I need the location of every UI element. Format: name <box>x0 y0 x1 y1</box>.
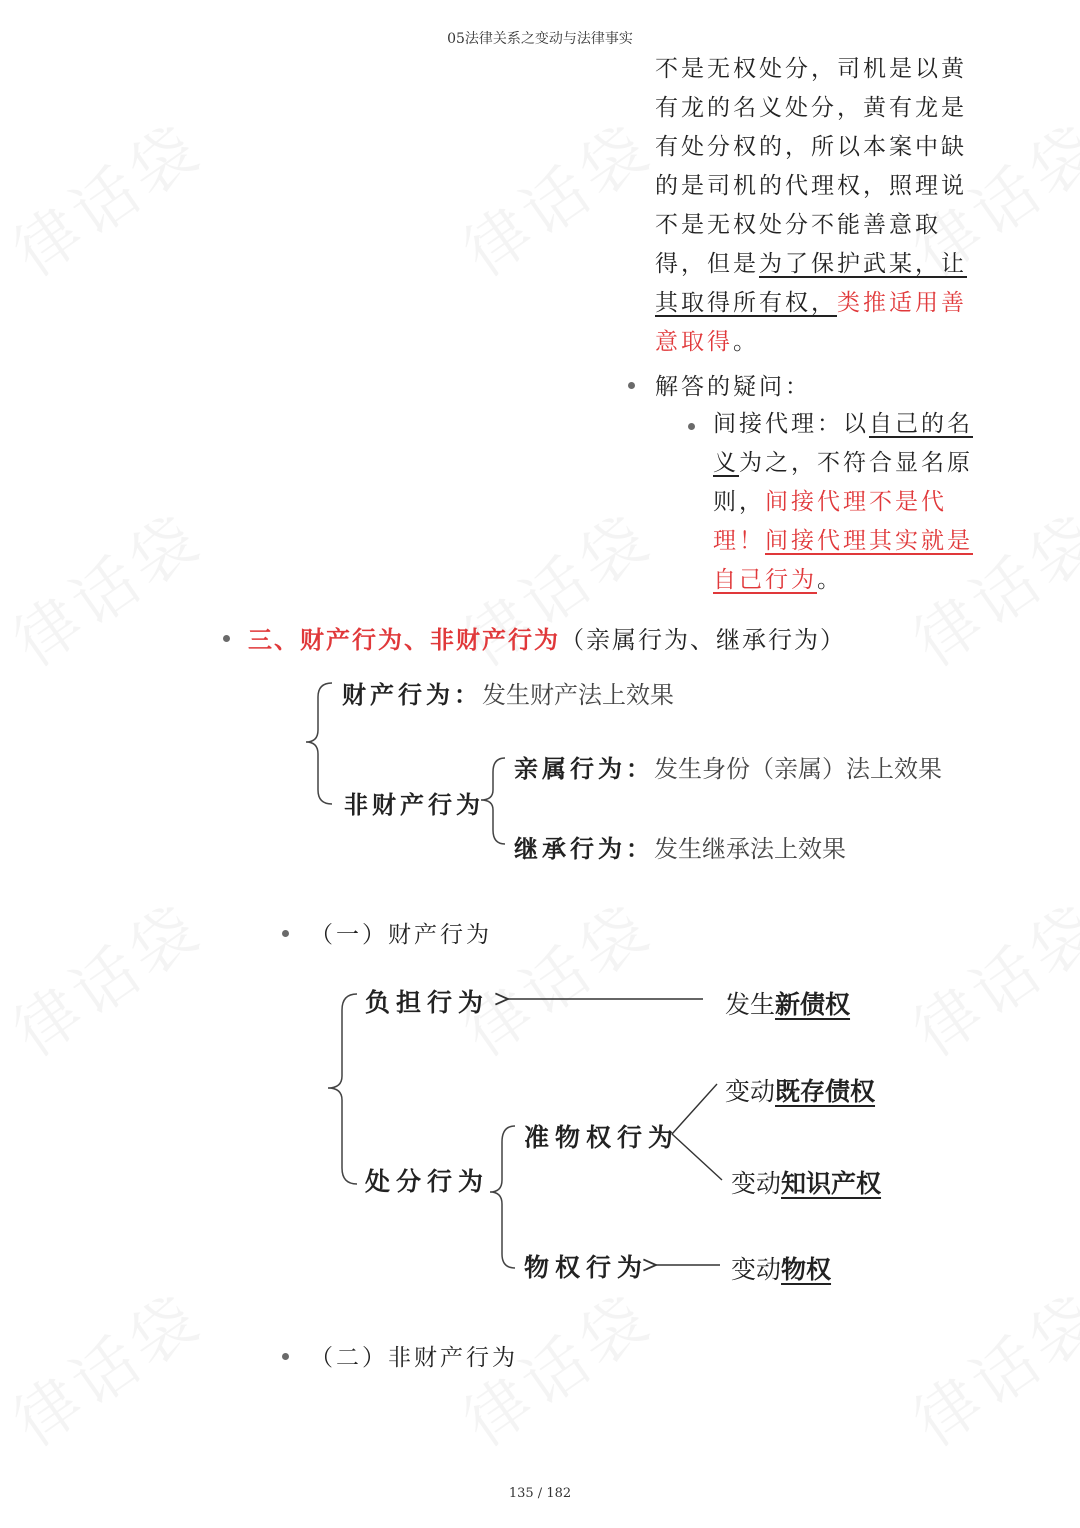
text-line: 不是无权处分，司机是以黄 <box>655 56 967 82</box>
text-line: 不是无权处分不能善意取 <box>655 212 941 238</box>
text-line: 的是司机的代理权，照理说 <box>655 173 967 199</box>
burden-act-label: 负担行为 <box>365 988 490 1017</box>
kin-act-row: 亲属行为：发生身份（亲属）法上效果 <box>514 755 942 783</box>
text-line: 义为之，不符合显名原 <box>713 450 973 476</box>
text-line: 间接代理：以自己的名 <box>713 411 973 437</box>
text-line: 有处分权的，所以本案中缺 <box>655 134 967 160</box>
text-line: 理！间接代理其实就是 <box>713 528 973 554</box>
real-effect: 变动物权 <box>731 1255 832 1284</box>
burden-effect: 发生新债权 <box>725 990 851 1019</box>
section-heading: 三、财产行为、非财产行为（亲属行为、继承行为） <box>248 625 846 654</box>
quasi-real-act-label: 准物权行为 <box>524 1123 680 1152</box>
text-line: 意取得。 <box>655 329 759 355</box>
text-line: 自己行为。 <box>713 567 843 593</box>
bullet-icon <box>282 930 289 937</box>
bullet-icon <box>282 1353 289 1360</box>
text-line: 则，间接代理不是代 <box>713 489 947 515</box>
disposal-act-label: 处分行为 <box>365 1167 490 1196</box>
text-line: 有龙的名义处分，黄有龙是 <box>655 95 967 121</box>
quasi-effect-claims: 变动既存债权 <box>725 1077 876 1106</box>
property-act-row: 财产行为：发生财产法上效果 <box>342 681 674 709</box>
subsection-heading: （一）财产行为 <box>310 922 492 948</box>
text-line: 得，但是为了保护武某，让 <box>655 251 967 277</box>
page-number: 135 / 182 <box>508 1486 572 1501</box>
quasi-effect-ip: 变动知识产权 <box>731 1169 882 1198</box>
nonproperty-act-label: 非财产行为 <box>344 791 484 819</box>
page-header: 05法律关系之变动与法律事实 <box>447 31 633 47</box>
real-act-label: 物权行为 <box>524 1253 649 1282</box>
inheritance-act-row: 继承行为：发生继承法上效果 <box>514 835 846 863</box>
subsection-heading: （二）非财产行为 <box>310 1345 518 1371</box>
qa-heading: 解答的疑问： <box>655 374 811 400</box>
text-line: 其取得所有权，类推适用善 <box>655 290 967 316</box>
